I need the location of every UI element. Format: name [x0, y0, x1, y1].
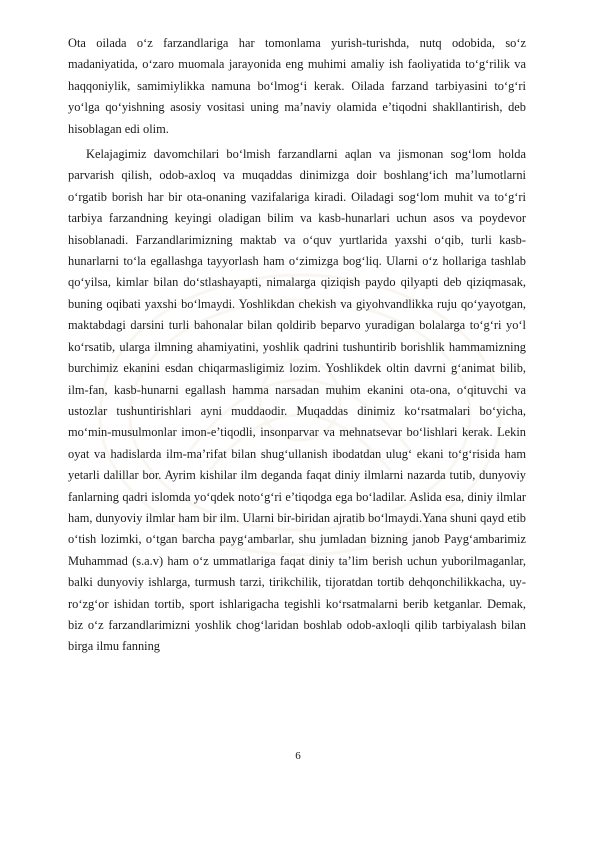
- body-text: [68, 33, 526, 658]
- paragraph-2: Kelajagimiz davomchilari bo‘lmish farzandlarni aqlan va jismonan sog‘lom holda parvarish qilish, odob-axloq va muqaddas dinimizga doir boshlang‘ich ma’lumotlarni o‘rgatib borish har bir ota-onaning vazifalariga kiradi. Oiladagi sog‘lom muhit va to‘g‘ri tarbiya farzandning keyingi oladigan bilim va kasb-hunarlari uchun asos va poydevor hisoblanadi. Farzandlarimizning maktab va o‘quv yurtlarida yaxshi o‘qib, turli kasb-hunarlarni to‘la egallashga tayyorlash ham o‘zimizga bog‘liq. Ularni o‘z hollariga tashlab qo‘yilsa, kimlar bilan do‘stlashayapti, nimalarga qiziqish paydo qilyapti deb qiziqmasak, buning oqibati yaxshi bo‘lmaydi. Yoshlikdan chekish va giyohvandlikka ruju qo‘yayotgan, maktabdagi darsini turli bahonalar bilan qoldirib beparvo yuradigan bolalarga to‘g‘ri yo‘l ko‘rsatib, ularga ilmning ahamiyatini, yoshlik qadrini tushuntirib borishlik hammamizning burchimiz ekanini esdan chiqarmasligimiz lozim. Yoshlikdek oltin davrni g‘animat bilib, ilm-fan, kasb-hunarni egallash hamma narsadan muhim ekanini ota-ona, o‘qituvchi va ustozlar tushuntirishlari ayni muddaodir. Muqaddas dinimiz ko‘rsatmalari bo‘yicha, mo‘min-musulmonlar imon-e’tiqodli, insonparvar va mehnatsevar bo‘lishlari kerak. Lekin oyat va hadislarda ilm-ma’rifat bilan shug‘ullanish ibodatdan ulug‘ ekani to‘g‘risida ham yetarli dalillar bor. Ayrim kishilar ilm deganda faqat diniy ilmlarni nazarda tutib, dunyoviy fanlarning qadri islomda yo‘qdek noto‘g‘ri e’tiqodga ega bo‘ladilar. Aslida esa, diniy ilmlar ham, dunyoviy ilmlar ham bir ilm. Ularni bir-biridan ajratib bo‘lmaydi.Yana shuni qayd etib o‘tish lozimki, o‘tgan barcha payg‘ambarlar, shu jumladan bizning janob Payg‘ambarimiz Muhammad (s.a.v) ham o‘z ummatlariga faqat diniy ta’lim berish uchun yuborilmaganlar, balki dunyoviy ishlarga, turmush tarzi, tirikchilik, tijoratdan tortib dehqonchilikkacha, uy-ro‘zg‘or ishidan tortib, sport ishlarigacha tegishli ko‘rsatmalarni berib ketganlar. Demak, biz o‘z farzandlarimizni yoshlik chog‘laridan boshlab odob-axloqli qilib tarbiyalash bilan birga ilmu fanning: [68, 147, 526, 654]
- page-number: 6: [295, 750, 301, 762]
- paragraph-1: Ota oilada o‘z farzandlariga har tomonlama yurish-turishda, nutq odobida, so‘z madaniyatida, o‘zaro muomala jarayonida eng muhimi amaliy ish faoliyatida to‘g‘rilik va haqqoniylik, samimiylikka namuna bo‘lmog‘i kerak. Oilada farzand tarbiyasini to‘g‘ri yo‘lga qo‘yishning asosiy vositasi uning ma’naviy olamida e’tiqodni shakllantirish, deb hisoblagan edi olim.: [68, 36, 526, 136]
